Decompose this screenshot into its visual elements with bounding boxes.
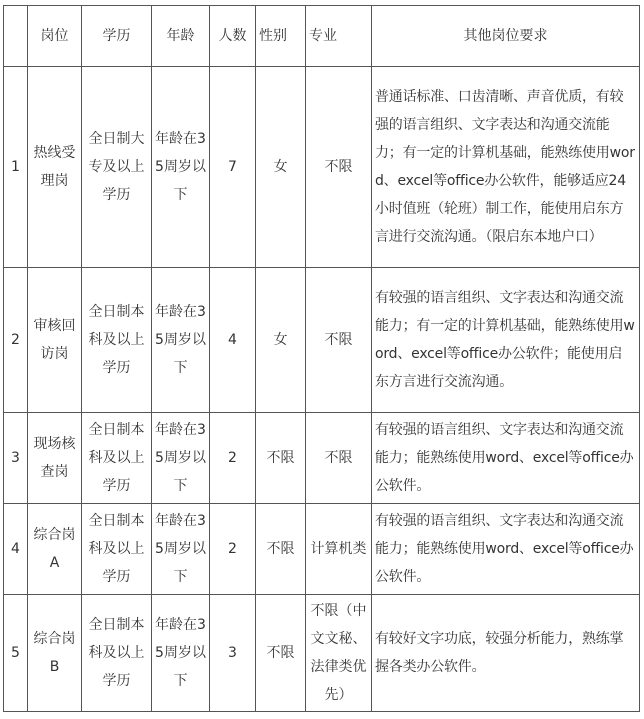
document <box>3 5 640 712</box>
gender-cell: 女 <box>256 67 306 268</box>
table-row <box>4 413 640 504</box>
education-cell: 全日制本科及以上学历 <box>82 595 152 712</box>
education-cell: 全日制本科及以上学历 <box>82 268 152 413</box>
count-cell: 3 <box>210 595 256 712</box>
requirements-cell: 有较好文字功底，较强分析能力，熟练掌握各类办公软件。 <box>372 595 640 712</box>
count-cell: 7 <box>210 67 256 268</box>
gender-cell: 女 <box>256 268 306 413</box>
age-cell: 年龄在35周岁以下 <box>152 504 210 595</box>
job-requirements-table <box>3 5 640 712</box>
table-row <box>4 595 640 712</box>
gender-cell: 不限 <box>256 413 306 504</box>
gender-cell: 不限 <box>256 504 306 595</box>
header-position: 岗位 <box>28 6 82 67</box>
age-cell: 年龄在35周岁以下 <box>152 413 210 504</box>
header-row <box>4 6 640 67</box>
row-number: 3 <box>4 413 28 504</box>
header-age: 年龄 <box>152 6 210 67</box>
table-row <box>4 67 640 268</box>
row-number: 2 <box>4 268 28 413</box>
row-number: 4 <box>4 504 28 595</box>
header-index <box>4 6 28 67</box>
count-cell: 2 <box>210 504 256 595</box>
table-row <box>4 504 640 595</box>
education-cell: 全日制本科及以上学历 <box>82 504 152 595</box>
row-number: 5 <box>4 595 28 712</box>
header-gender: 性别 <box>256 6 306 67</box>
header-count: 人数 <box>210 6 256 67</box>
position-cell: 审核回访岗 <box>28 268 82 413</box>
position-cell: 综合岗B <box>28 595 82 712</box>
count-cell: 2 <box>210 413 256 504</box>
major-cell: 不限 <box>306 268 372 413</box>
position-cell: 综合岗A <box>28 504 82 595</box>
row-number: 1 <box>4 67 28 268</box>
requirements-cell: 普通话标准、口齿清晰、声音优质，有较强的语言组织、文字表达和沟通交流能力；有一定的计算机基础，能熟练使用word、excel等office办公软件，能够适应24小时值班（轮班）制工作，能使用启东方言进行交流沟通。（限启东本地户口） <box>372 67 640 268</box>
major-cell: 不限 <box>306 413 372 504</box>
requirements-cell: 有较强的语言组织、文字表达和沟通交流能力；能熟练使用word、excel等office办公软件。 <box>372 413 640 504</box>
requirements-cell: 有较强的语言组织、文字表达和沟通交流能力；能熟练使用word、excel等office办公软件。 <box>372 504 640 595</box>
count-cell: 4 <box>210 268 256 413</box>
position-cell: 现场核查岗 <box>28 413 82 504</box>
age-cell: 年龄在35周岁以下 <box>152 595 210 712</box>
table-row <box>4 268 640 413</box>
header-other-requirements: 其他岗位要求 <box>372 6 640 67</box>
education-cell: 全日制本科及以上学历 <box>82 413 152 504</box>
header-major: 专业 <box>306 6 372 67</box>
age-cell: 年龄在35周岁以下 <box>152 268 210 413</box>
requirements-cell: 有较强的语言组织、文字表达和沟通交流能力；有一定的计算机基础，能熟练使用word、excel等office办公软件；能使用启东方言进行交流沟通。 <box>372 268 640 413</box>
gender-cell: 不限 <box>256 595 306 712</box>
major-cell: 计算机类 <box>306 504 372 595</box>
major-cell: 不限（中文文秘、法律类优先） <box>306 595 372 712</box>
major-cell: 不限 <box>306 67 372 268</box>
education-cell: 全日制大专及以上学历 <box>82 67 152 268</box>
header-education: 学历 <box>82 6 152 67</box>
age-cell: 年龄在35周岁以下 <box>152 67 210 268</box>
position-cell: 热线受理岗 <box>28 67 82 268</box>
